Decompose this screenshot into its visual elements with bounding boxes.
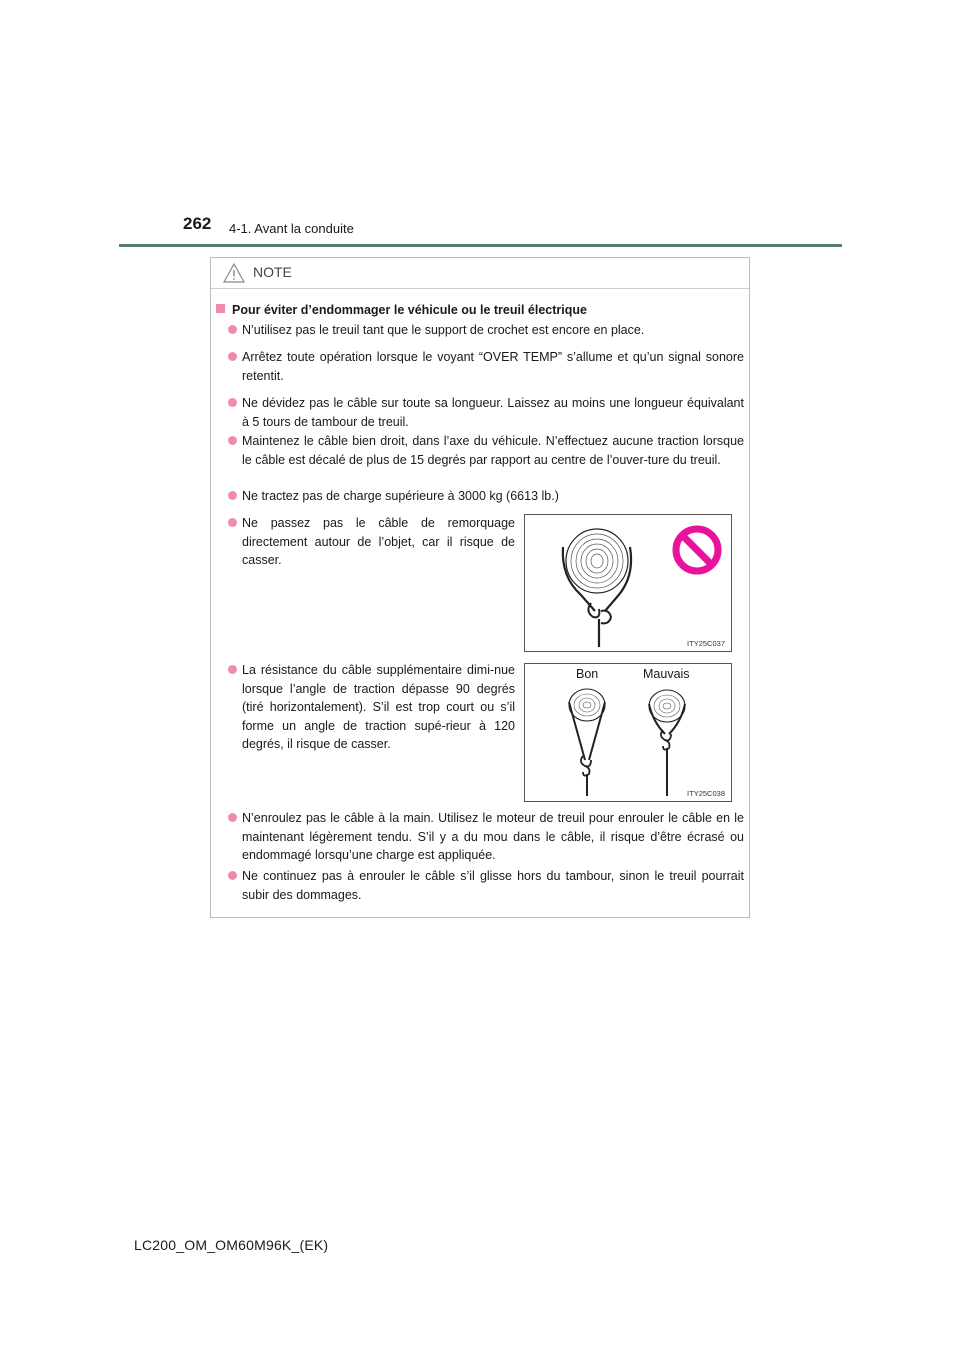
figure-code: ITY25C038 (687, 789, 725, 798)
square-bullet-icon (216, 304, 225, 313)
bullet-icon (228, 813, 237, 822)
note-heading (216, 303, 587, 317)
note-label: NOTE (253, 264, 292, 280)
bullet-icon (228, 665, 237, 674)
warning-icon (223, 263, 245, 283)
list-item: Arrêtez toute opération lorsque le voyant “OVER TEMP” s’allume et qu’un signal sonore retentit. (242, 348, 744, 385)
header-rule (119, 244, 842, 247)
bullet-icon (228, 325, 237, 334)
figure-code: ITY25C037 (687, 639, 725, 648)
list-item: N’utilisez pas le treuil tant que le support de crochet est encore en place. (242, 321, 744, 340)
bullet-icon (228, 352, 237, 361)
page-number: 262 (183, 214, 212, 233)
list-item: La résistance du câble supplémentaire dimi-nue lorsque l’angle de traction dépasse 90 degrés (tiré horizontalement). S’il est trop court ou s’il forme un angle de traction supé-rieur à 120 degrés, il risque de casser. (242, 661, 515, 754)
list-item: Maintenez le câble bien droit, dans l’axe du véhicule. N’effectuez aucune traction lorsque le câble est décalé de plus de 15 degrés par rapport au centre de l’ouver-ture du treuil. (242, 432, 744, 469)
list-item: Ne continuez pas à enrouler le câble s’il glisse hors du tambour, sinon le treuil pourrait subir des dommages. (242, 867, 744, 904)
list-item: Ne dévidez pas le câble sur toute sa longueur. Laissez au moins une longueur équivalant à 5 tours de tambour de treuil. (242, 394, 744, 431)
bullet-icon (228, 518, 237, 527)
bullet-icon (228, 436, 237, 445)
angle-comparison-illustration (525, 664, 731, 801)
label-good: Bon (576, 667, 599, 681)
section-title: 4-1. Avant la conduite (229, 221, 354, 236)
figure-good-bad (524, 663, 732, 802)
list-item: N’enroulez pas le câble à la main. Utilisez le moteur de treuil pour enrouler le câble en le maintenant légèrement tendu. S’il y a du mou dans le câble, il risque d’être écrasé ou endommagé lorsqu’une charge est appliquée. (242, 809, 744, 865)
bullet-icon (228, 398, 237, 407)
note-heading-text: Pour éviter d’endommager le véhicule ou le treuil électrique (232, 303, 587, 317)
bad-angle-drawing (649, 690, 685, 796)
note-header (211, 258, 749, 289)
good-angle-drawing (569, 689, 605, 796)
figure-wrong-wrap (524, 514, 732, 652)
list-item: Ne tractez pas de charge supérieure à 3000 kg (6613 lb.) (242, 487, 744, 506)
footer-doc-id: LC200_OM_OM60M96K_(EK) (134, 1237, 329, 1253)
label-bad: Mauvais (643, 667, 690, 681)
bullet-icon (228, 491, 237, 500)
list-item: Ne passez pas le câble de remorquage directement autour de l’objet, car il risque de casser. (242, 514, 515, 570)
bullet-icon (228, 871, 237, 880)
prohibited-icon (671, 524, 723, 576)
